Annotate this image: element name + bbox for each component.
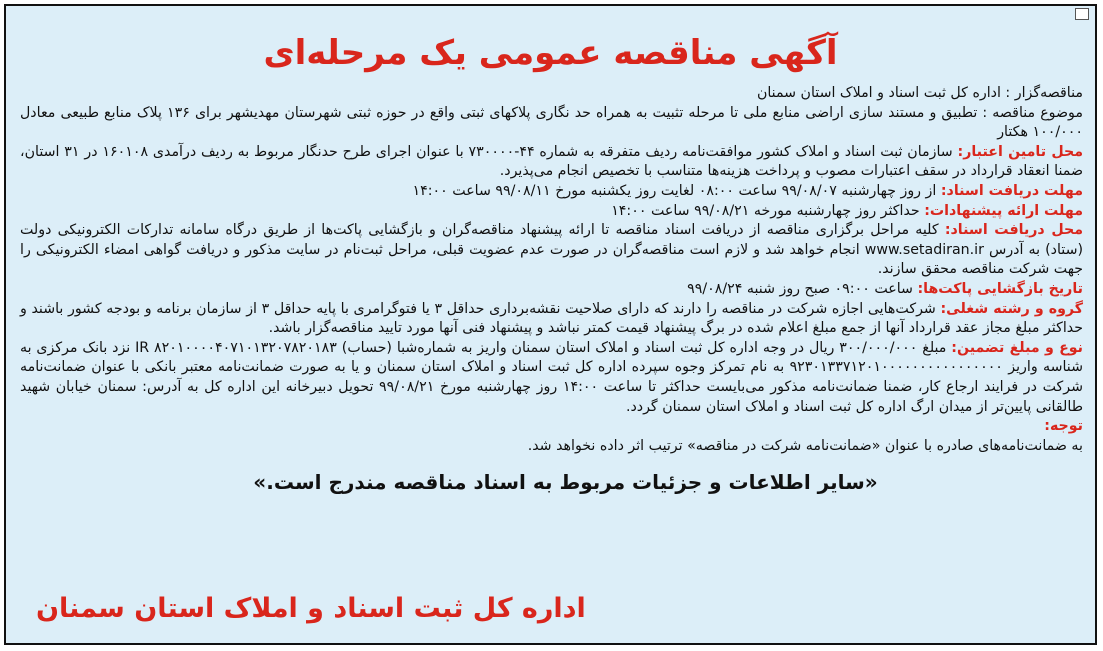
tender-organizer: مناقصه‌گزار : اداره کل ثبت اسناد و املاک استان سمنان <box>756 85 1083 101</box>
bid-deadline-label: مهلت ارائه پیشنهادات: <box>924 202 1083 219</box>
job-category: گروه و رشته شغلی: شرکت‌هایی اجازه شرکت در مناقصه را دارند که دارای صلاحیت نقشه‌برداری حداقل ۳ یا فتوگرامری با پایه حداقل ۳ از سازمان برنامه و بودجه کشور باشند و حداکثر مبلغ مجاز عقد قرارداد آنها از جمع مبلغ اعلام شده در برگ پیشنهاد قیمت کمتر نباشد و پیشنهاد فنی آنها مورد تایید مناقصه‌گزار باشد. <box>20 300 1083 337</box>
opening-date: تاریخ بازگشایی پاکت‌ها: ساعت ۰۹:۰۰ صبح روز شنبه ۹۹/۰۸/۲۴ <box>687 280 1083 297</box>
document-location-label: محل دریافت اسناد: <box>944 222 1083 239</box>
funding-source-label: محل تامین اعتبار: <box>957 143 1083 160</box>
tender-subject: موضوع مناقصه : تطبیق و مستند سازی اراضی منابع ملی تا مرحله تثبیت به همراه حد نگاری پلاکهای ثبتی واقع در حوزه ثبتی شهرستان مهدیشهر برای ۱۳۶ پلاک منابع طبیعی معادل ۱۰۰/۰۰۰ هکتار <box>20 104 1083 141</box>
note-text: به ضمانت‌نامه‌های صادره با عنوان «ضمانت‌نامه شرکت در مناقصه» ترتیب اثر داده نخواهد شد. <box>527 437 1083 454</box>
funding-source: محل تامین اعتبار: سازمان ثبت اسناد و املاک کشور موافقت‌نامه ردیف متفرقه به شماره ۴۴-۷۳۰۰۰۰ با عنوان اجرای طرح حدنگار مربوط به ردیف درآمدی ۱۶۰۱۰۸ در ۳۱ استان، ضمنا انعقاد قرارداد در سقف اعتبارات مصوب و پرداخت هزینه‌ها متناسب با تخصیص انجام می‌پذیرد. <box>20 143 1083 180</box>
note-label: توجه: <box>1044 418 1083 435</box>
job-category-label: گروه و رشته شغلی: <box>940 300 1083 317</box>
bid-deadline: مهلت ارائه پیشنهادات: حداکثر روز چهارشنبه مورخه ۹۹/۰۸/۲۱ ساعت ۱۴:۰۰ <box>611 202 1083 219</box>
document-deadline-label: مهلت دریافت اسناد: <box>940 182 1083 199</box>
note-heading <box>20 417 1083 437</box>
summary-note: «سایر اطلاعات و جزئیات مربوط به اسناد مناقصه مندرج است.» <box>253 470 878 495</box>
guarantee: نوع و مبلغ تضمین: مبلغ ۳۰۰/۰۰۰/۰۰۰ ریال در وجه اداره کل ثبت اسناد و املاک استان سمنان واریز به شماره‌شبا (حساب) IR ۸۲۰۱۰۰۰۰۴۰۷۱۰۱۳۲۰۷۸۲۰۱۸۳ نزد بانک مرکزی به شناسه واریز ۹۲۳۰۱۳۳۷۱۲۰۱۰۰۰۰۰۰۰۰۰۰۰۰۰۰۰۰ به نام تمرکز وجوه سپرده اداره کل ثبت اسناد و املاک استان سمنان و یا به صورت ضمانت‌نامه معتبر بانکی با عنوان ضمانت‌نامه شرکت در فرایند ارجاع کار، ضمنا ضمانت‌نامه مذکور می‌بایست حداکثر تا ساعت ۱۴:۰۰ روز چهارشنبه مورخ ۹۹/۰۸/۲۱ تحویل دبیرخانه این اداره کل به آدرس: سمنان خیابان شهید طالقانی پایین‌تر از میدان ارگ اداره کل ثبت اسناد و املاک استان سمنان گردد. <box>20 339 1083 415</box>
document-deadline: مهلت دریافت اسناد: از روز چهارشنبه ۹۹/۰۸/۰۷ ساعت ۰۸:۰۰ لغایت روز یکشنبه مورخ ۹۹/۰۸/۱۱ ساعت ۱۴:۰۰ <box>412 182 1083 199</box>
footer-organization: اداره کل ثبت اسناد و املاک استان سمنان <box>36 593 586 624</box>
notice-title: آگهی مناقصه عمومی یک مرحله‌ای <box>263 33 838 73</box>
notice-body <box>6 84 1095 456</box>
guarantee-label: نوع و مبلغ تضمین: <box>951 339 1083 356</box>
tender-notice <box>4 4 1097 645</box>
corner-mark <box>1075 8 1089 20</box>
opening-date-label: تاریخ بازگشایی پاکت‌ها: <box>917 280 1083 297</box>
document-location: محل دریافت اسناد: کلیه مراحل برگزاری مناقصه از دریافت اسناد مناقصه تا ارائه پیشنهاد مناقصه‌گران و بازگشایی پاکت‌ها از طریق درگاه سامانه تدارکات الکترونیکی دولت (ستاد) به آدرس www.setadiran.ir انجام خواهد شد و لازم است مناقصه‌گران در صورت عدم عضویت قبلی، مراحل ثبت‌نام در سایت مذکور و دریافت گواهی امضاء الکترونیکی را جهت شرکت مناقصه محقق سازند. <box>20 222 1083 278</box>
